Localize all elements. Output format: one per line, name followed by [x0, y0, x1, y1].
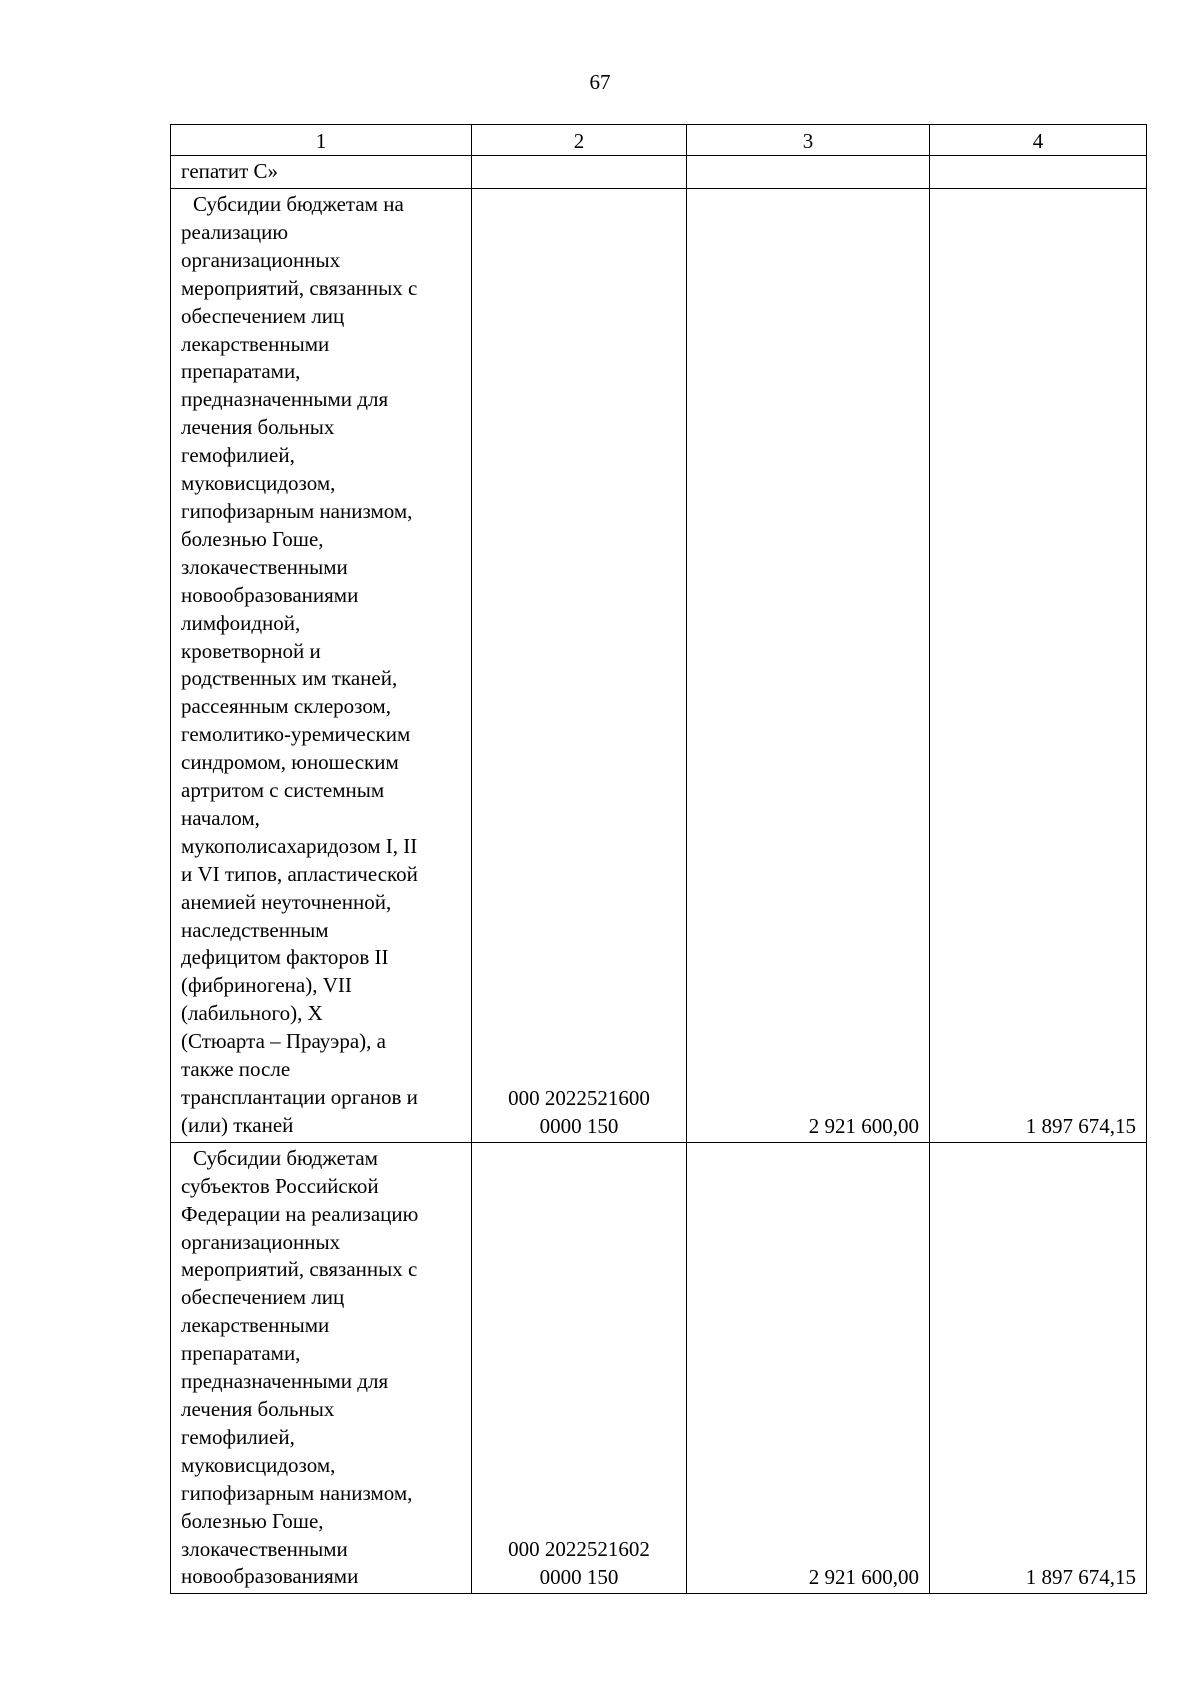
column-header: 1 [171, 125, 472, 156]
description-line: кроветворной и [181, 638, 321, 663]
table-row [171, 189, 1147, 1143]
description-line: гемофилией, [181, 443, 295, 468]
description-line: и VI типов, апластической [181, 861, 418, 886]
description-line: предназначенными для [181, 1369, 389, 1394]
description-line: синдромом, юношеским [181, 750, 399, 775]
column-header: 3 [687, 125, 930, 156]
description-line: гемолитико-уремическим [181, 722, 411, 747]
description-line: муковисцидозом, [181, 1452, 336, 1477]
description-line: рассеянным склерозом, [181, 694, 391, 719]
description-line: субъектов Российской [181, 1173, 379, 1198]
budget-code-line: 0000 150 [539, 1113, 619, 1138]
column-header: 4 [930, 125, 1147, 156]
description-line: началом, [181, 805, 260, 830]
description-line: дефицитом факторов II [181, 945, 389, 970]
amount-column-3: 2 921 600,00 [687, 1142, 930, 1594]
description-line: анемией неуточненной, [181, 889, 392, 914]
description-line: лимфоидной, [181, 610, 301, 635]
description-line: обеспечением лиц [181, 303, 345, 328]
column-header: 2 [472, 125, 687, 156]
budget-code-line: 000 2022521600 [508, 1085, 650, 1110]
description-line: (фибриногена), VII [181, 973, 352, 998]
description-line: лечения больных [181, 1396, 335, 1421]
description-line: новообразованиями [181, 1564, 359, 1589]
description-line: родственных им тканей, [181, 666, 398, 691]
budget-code-line: 000 2022521602 [508, 1537, 650, 1562]
amount-column-3: 2 921 600,00 [687, 189, 930, 1143]
budget-code-cell [472, 189, 687, 1143]
description-line: гемофилией, [181, 1424, 295, 1449]
page-number: 67 [589, 70, 611, 94]
budget-table [170, 124, 1147, 1594]
amount-column-4 [930, 156, 1147, 189]
budget-code-cell [472, 156, 687, 189]
table-row [171, 1142, 1147, 1594]
description-line: новообразованиями [181, 582, 359, 607]
description-line: Субсидии бюджетам [193, 1145, 378, 1170]
description-line: гепатит С» [181, 159, 279, 183]
description-line: предназначенными для [181, 387, 389, 412]
description-line: артритом с системным [181, 778, 385, 803]
description-line: злокачественными [181, 1536, 348, 1561]
description-cell [171, 156, 472, 189]
description-line: мероприятий, связанных с [181, 275, 418, 300]
description-line: наследственным [181, 917, 329, 942]
description-line: злокачественными [181, 554, 348, 579]
description-line: болезнью Гоше, [181, 1508, 324, 1533]
budget-code-cell [472, 1142, 687, 1594]
amount-column-4: 1 897 674,15 [930, 189, 1147, 1143]
description-line: Субсидии бюджетам на [193, 192, 404, 216]
description-line: (лабильного), X [181, 1001, 323, 1026]
description-line: болезнью Гоше, [181, 526, 324, 551]
amount-column-3 [687, 156, 930, 189]
description-cell [171, 189, 472, 1143]
description-line: Федерации на реализацию [181, 1201, 419, 1226]
description-line: обеспечением лиц [181, 1285, 345, 1310]
description-line: организационных [181, 247, 341, 272]
description-line: препаратами, [181, 359, 301, 384]
table-header-row [171, 125, 1147, 156]
description-line: гипофизарным нанизмом, [181, 498, 413, 523]
budget-code-line: 0000 150 [539, 1565, 619, 1590]
description-line: (Стюарта – Прауэра), а [181, 1029, 386, 1054]
description-line: лекарственными [181, 331, 330, 356]
description-line: мероприятий, связанных с [181, 1257, 418, 1282]
description-line: также после [181, 1057, 291, 1082]
amount-column-4: 1 897 674,15 [930, 1142, 1147, 1594]
description-line: реализацию [181, 219, 289, 244]
description-cell [171, 1142, 472, 1594]
table-row [171, 156, 1147, 189]
description-line: гипофизарным нанизмом, [181, 1480, 413, 1505]
description-line: лечения больных [181, 415, 335, 440]
description-line: (или) тканей [181, 1112, 294, 1137]
description-line: мукополисахаридозом I, II [181, 833, 418, 858]
description-line: трансплантации органов и [181, 1085, 418, 1109]
description-line: препаратами, [181, 1341, 301, 1366]
description-line: организационных [181, 1229, 341, 1254]
description-line: муковисцидозом, [181, 471, 336, 496]
description-line: лекарственными [181, 1313, 330, 1338]
